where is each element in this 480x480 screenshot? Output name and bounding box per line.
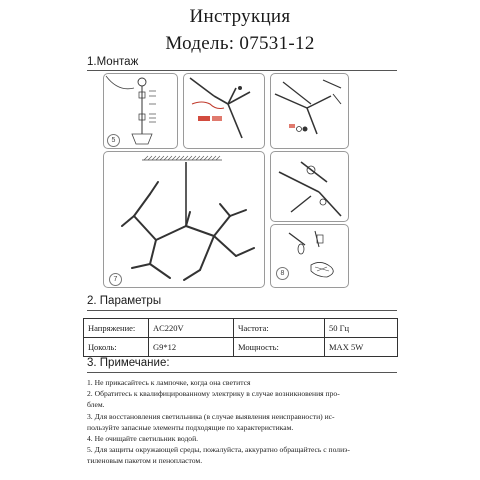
table-cell: Цоколь: [84, 338, 149, 357]
diagram-wire-connection [183, 73, 265, 149]
note-line: 3. Для восстановления светильника (в случае выявления неисправности) ис- [87, 411, 335, 421]
wire-connection-drawing [184, 74, 264, 148]
parameters-table [83, 318, 398, 357]
section-divider [87, 310, 397, 311]
table-row [84, 319, 398, 338]
diagram-arm-sockets [270, 73, 349, 149]
note-line: 1. Не прикасайтесь к лампочке, когда она светится [87, 378, 251, 387]
arm-sockets-drawing [271, 74, 348, 148]
note-line: пользуйте запасные элементы подходящие по характеристикам. [87, 422, 294, 432]
note-line: 2. Обратитесь к квалифицированному электрику в случае возникновения про- [87, 389, 340, 399]
table-cell: MAX 5W [325, 338, 398, 357]
diagram-bulb-detail [270, 224, 349, 288]
table-cell: Мощность: [234, 338, 325, 357]
bulb-insertion-drawing [271, 152, 348, 221]
section-heading-mounting: 1.Монтаж [87, 56, 139, 68]
section-divider [87, 372, 397, 373]
diagram-chandelier-assembly [103, 151, 265, 288]
note-line: тиленовым пакетом и пенопластом. [87, 456, 203, 466]
table-row [84, 338, 398, 357]
document-title: Инструкция [189, 6, 291, 27]
step-number-badge: 7 [109, 273, 122, 286]
section-heading-parameters: 2. Параметры [87, 295, 162, 307]
table-cell: G9*12 [149, 338, 234, 357]
step-number-badge: 8 [276, 267, 289, 280]
section-heading-notes: 3. Примечание: [87, 357, 170, 369]
notes-list [87, 377, 397, 467]
table-cell: Частота: [234, 319, 325, 338]
table-cell: 50 Гц [325, 319, 398, 338]
step-number-badge: 5 [107, 134, 120, 147]
chandelier-drawing [104, 152, 264, 287]
section-divider [87, 70, 397, 71]
table-cell: Напряжение: [84, 319, 149, 338]
note-line: 5. Для защиты окружающей среды, пожалуйста, аккуратно обращайтесь с полиэ- [87, 445, 350, 455]
diagram-bulb-insertion [270, 151, 349, 222]
table-cell: AC220V [149, 319, 234, 338]
diagram-ceiling-mount [103, 73, 178, 149]
model-number: Модель: 07531-12 [165, 33, 315, 54]
note-line: 4. Не очищайте светильник водой. [87, 434, 199, 444]
note-line: блем. [87, 400, 105, 410]
